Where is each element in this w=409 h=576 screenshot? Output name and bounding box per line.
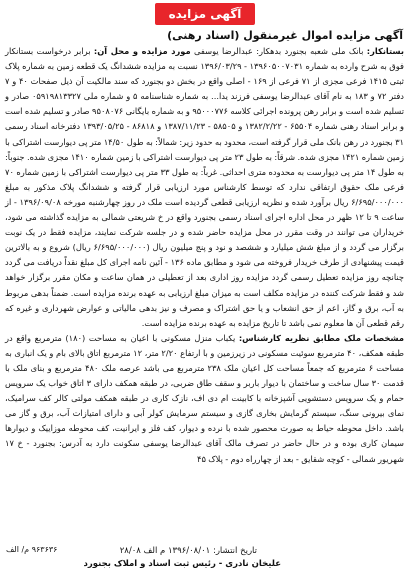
- notice-title: آگهی مزایده اموال غیرمنقول (اسناد رهنی): [167, 29, 403, 42]
- publication-date: تاریخ انتشار: ۱۳۹۶/۰۸/۰۱ م الف ۲۸/۰۸: [119, 546, 257, 556]
- signature-line: علیخان نادری - رئیس ثبت اسناد و املاک بجنورد: [83, 559, 281, 569]
- publication-row: [0, 545, 409, 558]
- creditor-label: بستانکار:: [366, 46, 404, 56]
- auction-subject-label: مورد مزایده و محل آن:: [93, 46, 191, 56]
- notice-body: [5, 44, 404, 467]
- body-part-1b: برابر درخواست بستانکار فوق به شرح وارده به شماره ۱۳۹۶۰۵۰۰۷۰۳۱ - ۱۳۹۶/۰۳/۲۹ نسبت به مزایده ششدانگ یک قطعه زمین به شماره پلاک ثبتی ۱۴۱۵ فرعی مجزی از ۷۱ فرعی از ۱۶۹ - اصلی واقع در بخش دو بجنورد که سند مالکیت آن ذیل صفحات ۴۰ و ۷ دفتر ۷۲ و ۱۸۳ به نام آقای عبدالرضا یوسفی فرزند یدا... به شماره شناسنامه ۵ و شماره ملی ۰۵۹۱۹۸۱۳۳۲۷ صادر و تسلیم شده است و برابر رهن پرونده اجرائی کلاسه ۹۵۰۰۰۷۷۶ و به شماره بایگانی ۹۵۰۸۰۷۶ صادر و تسلیم شده است و برابر اسناد رهنی شماره ۶۵۵۰۴ - ۱۳۸۲/۲/۲۲ و ۵۸۵۰۵ - ۱۳۸۷/۱۱/۲۳ و ۸۶۸۱۸ - ۱۳۹۳/۰۵/۲۵ دفترخانه اسناد رسمی ۳۱ بجنورد در رهن بانک ملی قرار گرفته است، محدود به حدود زیر: شمالاً: به طول ۱۴/۵۰ متر پی دیوارست اشتراکی با زمین شماره ۱۴۲۱ مجزی شده. شرقاً: به طول ۲۳ متر پی دیوارست اشتراکی با زمین شماره ۱۴۱۰ مجزی شده. جنوباً: به طول ۱۴ متر پی دیوارست به محدوده متری احداثی. غرباً: به طول ۳۳ متر پی دیوارست اشتراکی با زمین شماره ۷۰ فرعی ملک حقوق ارتفاقی ندارد که توسط کارشناس مورد ارزیابی قرار گرفته و ششدانگ پلاک مذکور به مبلغ ۶/۶۹۵/۰۰۰/۰۰۰ ریال برآورد شده و نظریه ارزیابی قطعی گردیده است ملک در روز چهارشنبه مورخه ۱۳۹۶/۰۹/۰۸ - از ساعت ۹ تا ۱۲ ظهر در محل اداره اجرای اسناد رسمی بجنورد واقع در خ شریعتی شمالی به مزایده گذاشته می شود، خریداران می توانند در وقت مقرر در محل مزایده حاضر شده و در جلسه شرکت نمایند، مزایده فقط در یک نوبت برگزار می گردد و از مبلغ شش میلیارد و ششصد و نود و پنج میلیون ریال (۶/۶۹۵/۰۰۰/۰۰۰ ریال) شروع و به بالاترین قیمت پیشنهادی از طرف خریدار فروخته می شود و مطابق ماده ۱۳۶ - آئین نامه اجرای کل مبلغ نقداً دریافت می گردد چنانچه روز مزایده تعطیل رسمی گردد مزایده روز اداری بعد از تعطیلی در همان ساعت و مکان مقرر برگزار خواهد شد و فقط شرکت کننده در مزایده مکلف است به میزان مبلغ ارزیابی به عهده برنده مزایده است. ضمناً بدهی مربوط به آب، برق و گاز، اعم از حق انشعاب و یا حق اشتراک و مصرف و نیز بدهی مالیاتی و عوارض شهرداری و غیره که رقم قطعی آن ها معلوم نمی باشد تا تاریخ مزایده به عهده برنده مزایده است.: [5, 46, 405, 328]
- body-part-1a: بانک ملی شعبه بجنورد بدهکار: عبدالرضا یوسفی: [190, 46, 367, 56]
- notice-code: ۹۶۳۶۳۶ م/ الف: [6, 545, 58, 554]
- property-spec-label: مشخصات ملک مطابق نظریه کارشناس:: [238, 332, 404, 343]
- notice-banner: آگهی مزایده: [155, 3, 255, 25]
- property-spec-text: یکباب منزل مسکونی با اعیان به مساحت (۱۸۰) مترمربع واقع در طبقه همکف، ۴۰ مترمربع سوئیت مسکونی در زیرزمین و با ارتفاع ۲/۲۰ متر، ۱۲ مترمربع اتاق بالای بام و یک انباری به مساحت ۶ مترمربع که جمعاً مساحت کل اعیان ملک ۲۳۸ مترمربع می باشد عرصه ملک ۴۸۰ مترمربع و بنای ملک با قدمت ۳۰ سال ساخت و ساختمان با دیوار باربر و سقف طاق ضربی، در طبقه همکف دارای ۳ اتاق خواب یک سرویس حمام و یک سرویس دستشویی آشپزخانه با کابینت ام دی اف، نازک کاری در طبقه همکف مولتی کالر کف سرامیک، نمای بیرونی سنگ، سیستم گرمایش بخاری گازی و سیستم سرمایش کولر آبی و دارای امتیازات آب، برق و گاز می باشد. داخل محوطه حیاط به صورت محصور شده با نرده و دیوار، کف فلز و ایرانیت، کف محوطه موزاییک و دیوارها سیمان کاری بوده و در حال حاضر در تصرف مالک آقای عبدالرضا یوسفی سکونت دارد به آدرس: بجنورد - خ ۱۷ شهریور شمالی - کوچه شقایق - بعد از چهارراه دوم - پلاک ۴۵: [5, 332, 404, 464]
